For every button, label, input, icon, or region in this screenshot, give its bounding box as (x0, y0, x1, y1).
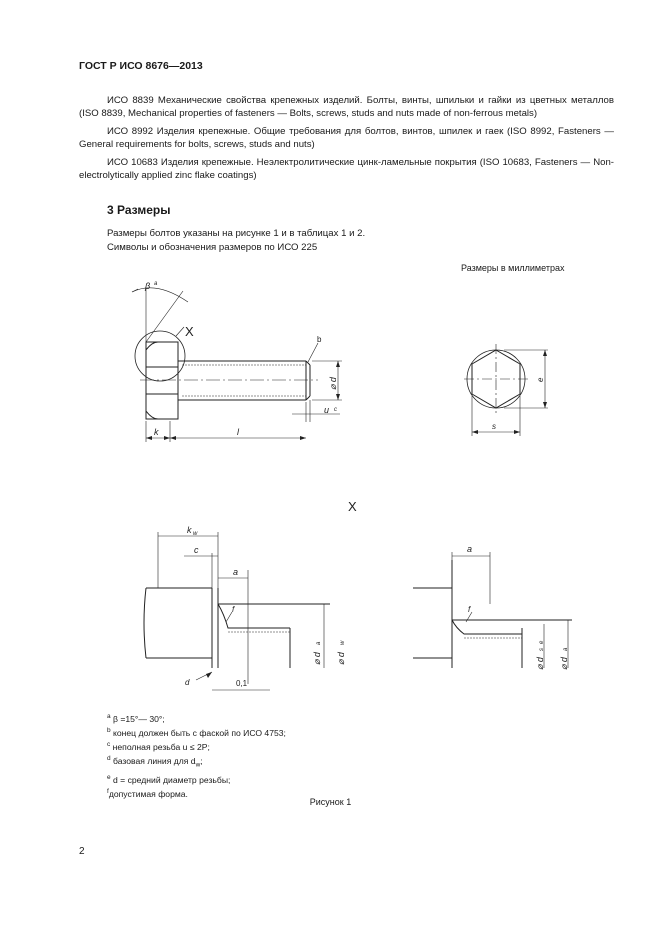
note-item: $^e$ d = средний диаметр резьбы; (107, 773, 231, 785)
bolt-side-view (132, 288, 342, 442)
label-s: s (492, 422, 496, 431)
label-a-sup: a (154, 281, 158, 287)
label-b: b (317, 335, 322, 344)
figure-caption: Рисунок 1 (309, 797, 352, 807)
label-detail-x-mark: X (185, 324, 194, 339)
label-da2-sub: a (563, 647, 569, 651)
intro-line: Символы и обозначения размеров по ИСО 225 (107, 242, 318, 253)
page-header: ГОСТ Р ИСО 8676—2013 (79, 60, 203, 72)
label-a2: a (467, 544, 473, 554)
label-a: a (233, 567, 239, 577)
label-kw: k (187, 525, 192, 535)
label-e-sup: e (539, 640, 545, 644)
figure-notes (107, 711, 286, 800)
note-item: $^b$ конец должен быть с фаской по ИСО 4753; (107, 727, 286, 738)
label-dw-sub: w (340, 640, 346, 645)
label-e: e (536, 377, 545, 382)
page-number: 2 (79, 846, 85, 857)
label-d: ⌀ d (328, 377, 338, 390)
reference-iso-8992: ИСО 8992 Изделия крепежные. Общие требования для болтов, винтов, шпилек и гаек (ISO 8992, Fasteners — General requirements for bolts, screws, studs and nuts) (79, 126, 614, 150)
label-detail-x: X (348, 499, 357, 514)
label-da-sub: a (316, 641, 322, 645)
label-f: f (232, 605, 235, 614)
note-item: $^f$допустимая форма. (107, 788, 188, 799)
label-c: c (194, 545, 199, 555)
label-u: u (324, 405, 330, 415)
label-da2: ⌀ d (559, 657, 569, 670)
note-item: $^a$ β =15°— 30°; (107, 713, 165, 724)
label-kw-sub: w (193, 531, 198, 537)
label-dw: ⌀ d (336, 652, 346, 665)
note-item: $^c$ неполная резьба u ≤ 2P; (107, 741, 210, 752)
label-d-note: d (185, 678, 190, 687)
note-item: $^d$ базовая линия для $d_w$; (107, 755, 203, 769)
bolt-head-top-view (464, 344, 548, 436)
label-ds: ⌀ d (535, 657, 545, 670)
reference-iso-10683: ИСО 10683 Изделия крепежные. Неэлектролитические цинк-ламельные покрытия (ISO 10683, Fasteners — Non-electrolytically applied zinc flake coatings) (79, 157, 614, 181)
label-ds-sub: s (539, 648, 545, 651)
detail-x-left (144, 532, 330, 690)
label-c-sup: c (334, 407, 337, 413)
intro-line: Размеры болтов указаны на рисунке 1 и в таблицах 1 и 2. (107, 228, 366, 239)
reference-iso-8839: ИСО 8839 Механические свойства крепежных изделий. Болты, винты, шпильки и гайки из цветных металлов (ISO 8839, Mechanical properties of fasteners — Bolts, screws, studs and nuts made of non-ferrous metals) (79, 95, 614, 119)
label-tolerance: 0,1 (236, 679, 248, 688)
label-da: ⌀ d (312, 652, 322, 665)
label-l: l (237, 427, 239, 437)
label-f2: f (468, 605, 471, 614)
section-title: 3 Размеры (107, 203, 171, 217)
label-beta: β (145, 281, 151, 291)
units-note: Размеры в миллиметрах (461, 263, 565, 273)
detail-x-right (413, 552, 572, 668)
label-k: k (154, 427, 159, 437)
